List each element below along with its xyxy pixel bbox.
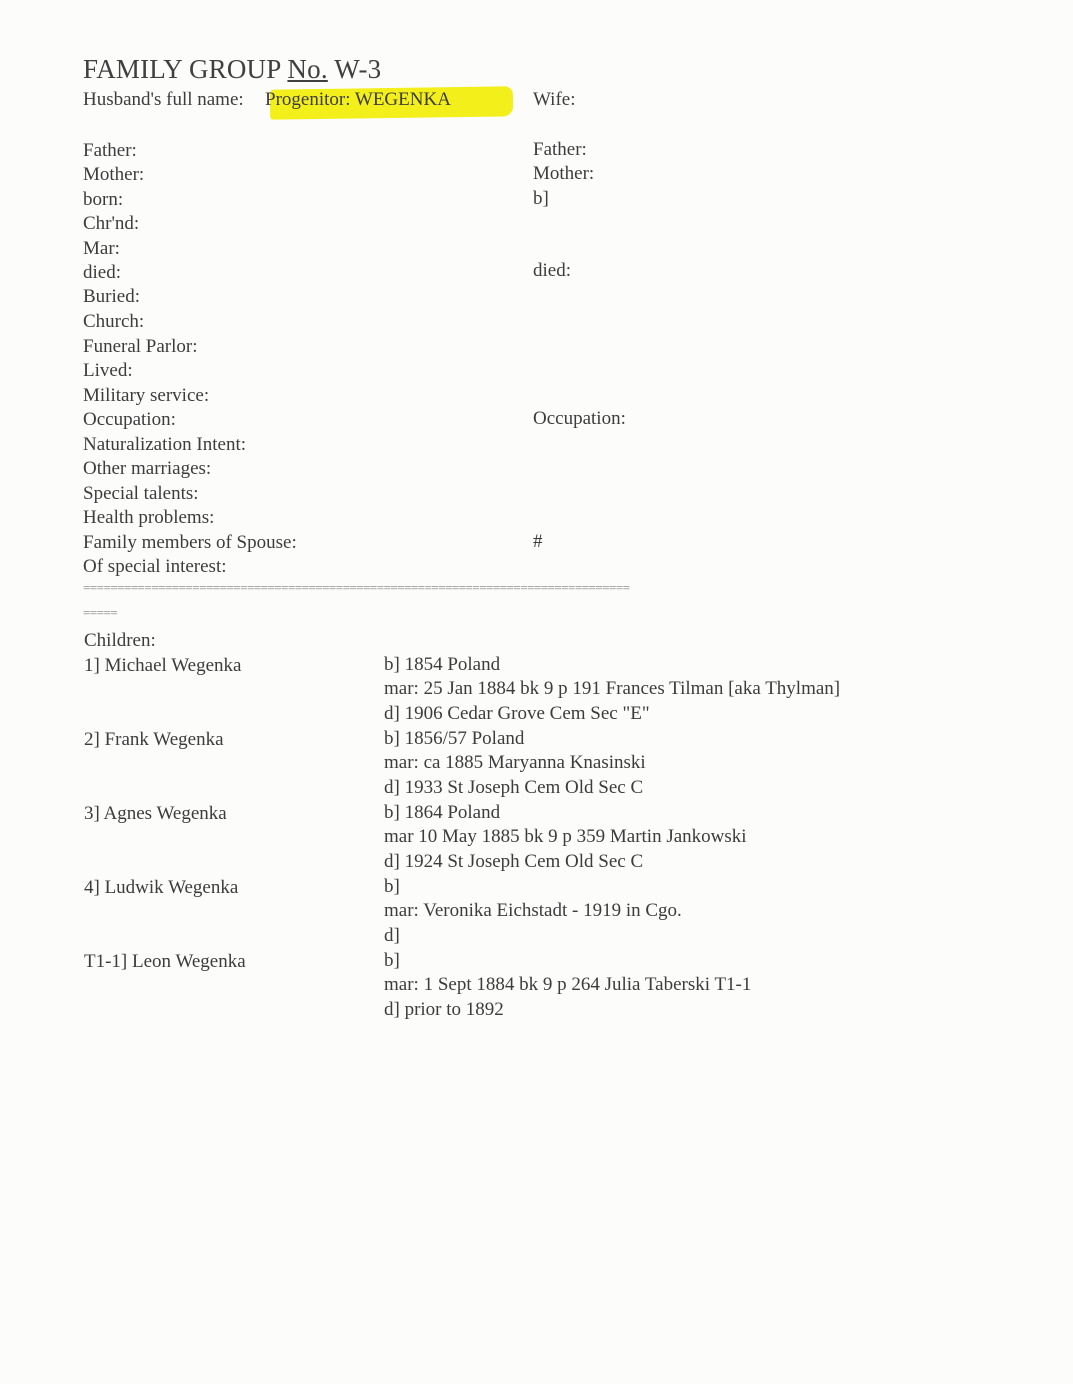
wife-born-label: b] <box>533 188 549 209</box>
child-died: d] <box>384 925 400 946</box>
separator-tail: ===== <box>83 605 118 620</box>
wife-died-label: died: <box>533 260 571 281</box>
husband-special-interest-label: Of special interest: <box>83 556 227 577</box>
child-died: d] prior to 1892 <box>384 999 504 1020</box>
husband-funeral-parlor-label: Funeral Parlor: <box>83 336 198 357</box>
wife-label: Wife: <box>533 89 576 110</box>
child-name: 3] Agnes Wegenka <box>84 803 227 824</box>
child-name: 4] Ludwik Wegenka <box>84 877 239 898</box>
husband-christened-label: Chr'nd: <box>83 213 140 234</box>
title-prefix: FAMILY GROUP <box>83 54 288 84</box>
husband-born-label: born: <box>83 189 124 210</box>
husband-other-marriages-label: Other marriages: <box>83 458 212 479</box>
husband-value: Progenitor: WEGENKA <box>265 89 451 110</box>
title-id: W-3 <box>327 54 382 84</box>
child-name: 2] Frank Wegenka <box>84 729 224 750</box>
child-died: d] 1933 St Joseph Cem Old Sec C <box>384 777 644 798</box>
child-born: b] 1854 Poland <box>384 654 501 675</box>
child-married: mar: 1 Sept 1884 bk 9 p 264 Julia Taberski T1-1 <box>384 974 752 995</box>
child-married: mar: Veronika Eichstadt - 1919 in Cgo. <box>384 900 682 921</box>
wife-mother-label: Mother: <box>533 163 595 184</box>
husband-special-talents-label: Special talents: <box>83 483 199 504</box>
husband-church-label: Church: <box>83 311 145 332</box>
child-born: b] <box>384 950 400 971</box>
page-title <box>83 54 381 85</box>
husband-lived-label: Lived: <box>83 360 133 381</box>
child-born: b] <box>384 876 400 897</box>
child-name: T1-1] Leon Wegenka <box>84 951 246 972</box>
husband-label: Husband's full name: <box>83 89 244 110</box>
child-born: b] 1856/57 Poland <box>384 728 525 749</box>
child-died: d] 1924 St Joseph Cem Old Sec C <box>384 851 644 872</box>
husband-family-spouse-label: Family members of Spouse: <box>83 532 297 553</box>
wife-family-number: # <box>533 531 543 552</box>
husband-naturalization-label: Naturalization Intent: <box>83 434 247 455</box>
husband-buried-label: Buried: <box>83 286 140 307</box>
child-married: mar 10 May 1885 bk 9 p 359 Martin Jankowski <box>384 826 747 847</box>
child-died: d] 1906 Cedar Grove Cem Sec "E" <box>384 703 650 724</box>
husband-father-label: Father: <box>83 140 137 161</box>
husband-occupation-label: Occupation: <box>83 409 176 430</box>
separator-line: ================================================================================ <box>83 581 630 595</box>
child-married: mar: 25 Jan 1884 bk 9 p 191 Frances Tilman [aka Thylman] <box>384 678 841 699</box>
husband-mother-label: Mother: <box>83 164 145 185</box>
wife-occupation-label: Occupation: <box>533 408 626 429</box>
husband-married-label: Mar: <box>83 238 120 259</box>
husband-died-label: died: <box>83 262 121 283</box>
child-name: 1] Michael Wegenka <box>84 655 242 676</box>
wife-father-label: Father: <box>533 139 587 160</box>
husband-health-label: Health problems: <box>83 507 215 528</box>
title-no: No. <box>287 54 328 84</box>
children-label: Children: <box>84 630 156 651</box>
child-born: b] 1864 Poland <box>384 802 501 823</box>
husband-military-label: Military service: <box>83 385 210 406</box>
child-married: mar: ca 1885 Maryanna Knasinski <box>384 752 646 773</box>
